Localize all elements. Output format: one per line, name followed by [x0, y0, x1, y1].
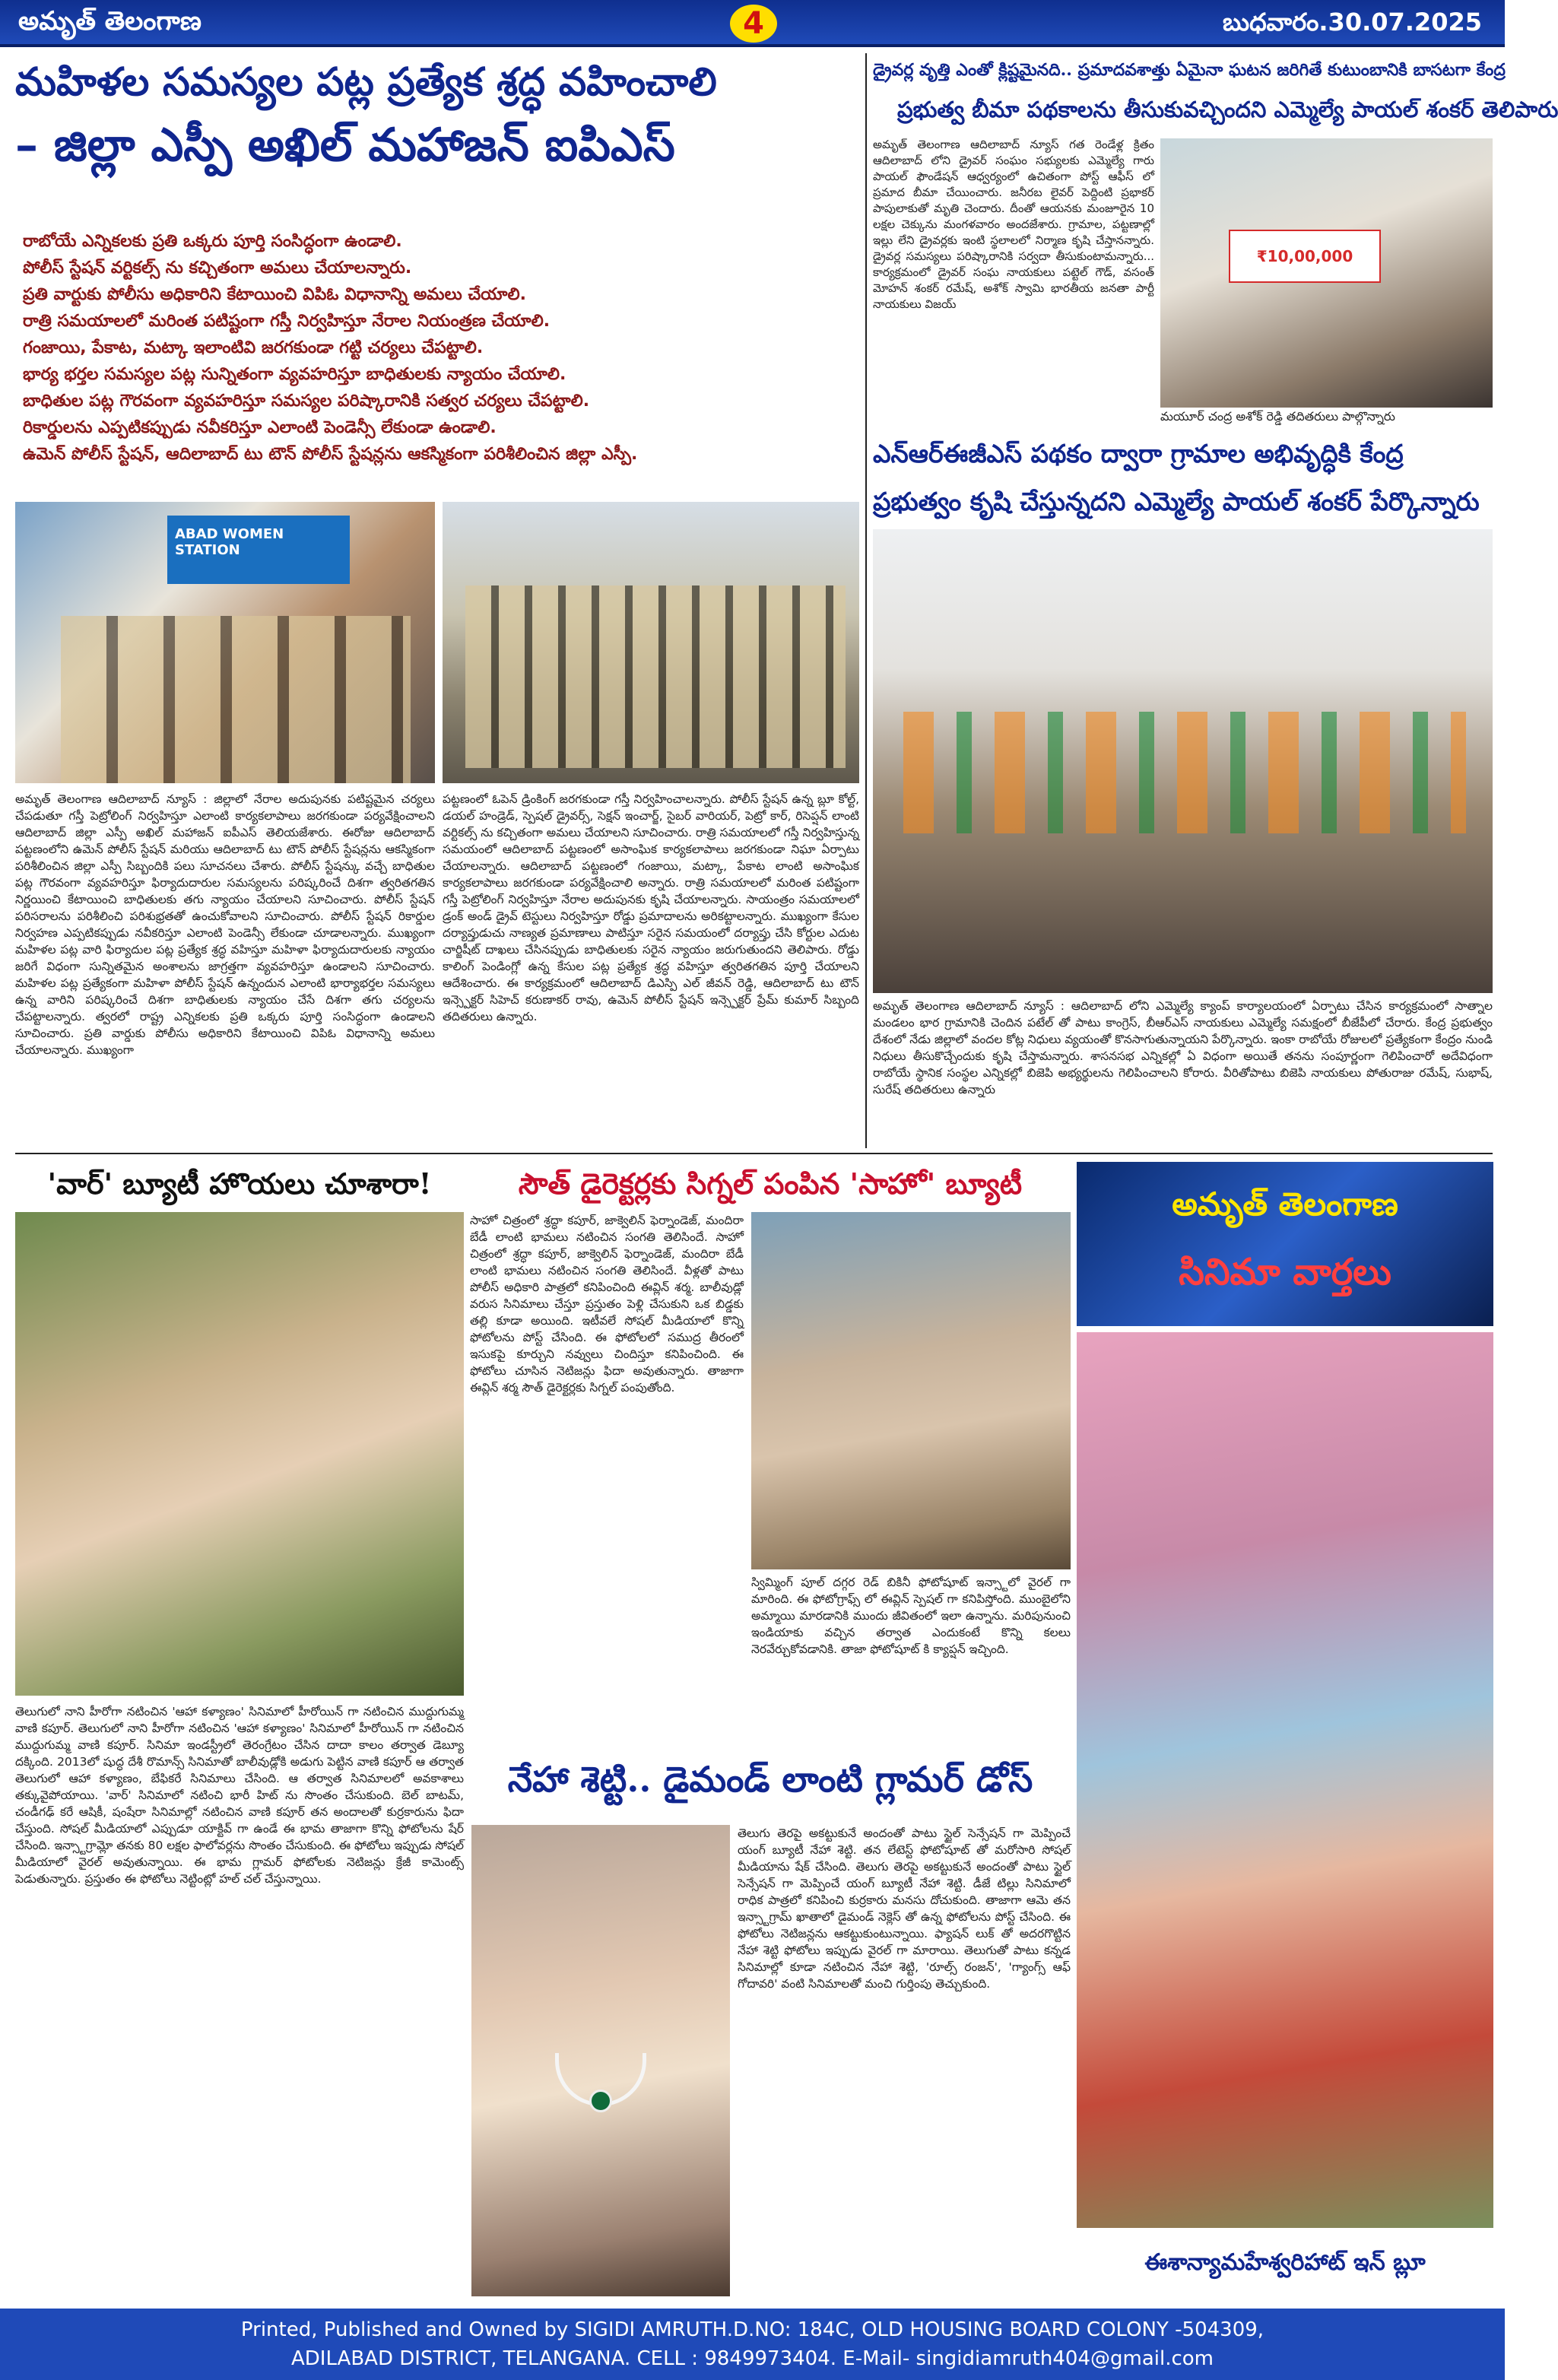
lead-body-left: అమృత్ తెలంగాణ ఆదిలాబాద్ న్యూస్ : జిల్లాలో నేరాల అదుపునకు పటిష్టమైన చర్యలు చేపడుతూ గస్తీ పెట్రోలింగ్ నిర్వహిస్తూ ఎలాంటి కార్యకలాపాలు జరగకుండా పర్యవేక్షించాలని ఆదిలాబాద్ జిల్లా ఎస్పీ అఖిల్ మహాజన్ ఐపీఎస్ తెలియజేశారు. ఈరోజు ఆదిలాబాద్ పట్టణంలోని ఉమెన్ పోలీస్ స్టేషన్ మరియు ఆదిలాబాద్ టు టౌన్ పోలీస్ స్టేషన్లను ఆకస్మికంగా పరిశీలించిన జిల్లా ఎస్పీ సిబ్బందికి పలు సూచనలు చేశారు. పోలీస్ స్టేషన్కు వచ్చే బాధితుల పట్ల గౌరవంగా వ్యవహరిస్తూ ఫిర్యాదుదారుల సమస్యలను పరిష్కరించే దిశగా త్వరితగతిన నిర్ణయించి కేటాయించి బాధితులకు తగు న్యాయం చేయాలని సూచించారు. పోలీస్ స్టేషన్ పరిసరాలను పరిశీలించి పరిశుభ్రతతో ఉంచుకోవాలని సూచించారు. పోలీస్ స్టేషన్ రికార్డుల నిర్వహణ ఎప్పటికప్పుడు నవీకరిస్తూ ఎలాంటి పెండెన్సీ లేకుండా చూడాలన్నారు. ముఖ్యంగా మహిళల పట్ల వారి ఫిర్యాదుల పట్ల ప్రత్యేక శ్రద్ధ వహిస్తూ మహిళా ఫిర్యాదుదారులకు న్యాయం జరిగే విధంగా సున్నితమైన అంశాలను జాగ్రత్తగా వ్యవహరిస్తూ ఉండాలని సూచించారు. మహిళల పట్ల ప్రత్యేకంగా మహిళా పోలీస్ స్టేషన్ ఉన్నందున ఎలాంటి భార్యాభర్తల సమస్యలు ఉన్న వారిని పరిష్కరించే దిశగా బాధితులకు న్యాయం చేసే దిశగా తగు చర్యలను చేపట్టాలన్నారు. త్వరలో రాష్ట్ర ఎన్నికలకు ప్రతి ఒక్కరు పూర్తి సంసిద్ధంగా ఉండాలని సూచించారు. ప్రతి వార్డుకు పోలీసు అధికారిని కేటాయించి విపిఓ విధానాన్ని అమలు చేయాలన్నారు. ముఖ్యంగా	[15, 792, 435, 1057]
lead-bullet: బాధితుల పట్ల గౌరవంగా వ్యవహరిస్తూ సమస్యల పరిష్కారానికి సత్వర చర్యలు చేపట్టాలి.	[23, 392, 590, 411]
story3-body: అమృత్ తెలంగాణ ఆదిలాబాద్ న్యూస్ : ఆదిలాబాద్ లోని ఎమ్మెల్యే క్యాంప్ కార్యాలయంలో ఏర్పాటు చేసిన కార్యక్రమంలో సాత్నాల మండలం భార గ్రామానికి చెందిన పటేల్ తో పాటు కాంగ్రెస్, బీఆర్ఎస్ నాయకులు ఎమ్మెల్యే సమక్షంలో బీజేపీలో చేరారు. కేంద్ర ప్రభుత్వం దేశంలో నేడు జిల్లాలో వందల కోట్ల నిధులు వ్యయంతో కొనసాగుతున్నాయని పేర్కొన్నారు. ఇంకా రాబోయే రోజులలో ప్రత్యేకంగా కేంద్రం నుండి నిధులు తీసుకొచ్చేందుకు కృషి చేస్తామన్నారు. శాసనసభ ఎన్నికల్లో ఏ విధంగా అయితే తనను సంపూర్ణంగా గెలిపించారో అదేవిధంగా రాబోయే స్థానిక సంస్థల ఎన్నికల్లో బిజెపి అభ్యర్థులను గెలిపించాలని కోరారు. వీరితోపాటు బిజెపి నాయకులు పోతురాజు రమేష్, సుభాష్, సురేష్ తదితరులు ఉన్నారు	[873, 999, 1493, 1096]
lead-body-right: పట్టణంలో ఓపెన్ డ్రింకింగ్ జరగకుండా గస్తీ నిర్వహించాలన్నారు. పోలీస్ స్టేషన్ ఉన్న బ్లూ కోల్ట్, డయల్ హండ్రెడ్, స్పెషల్ డ్రైవర్స్, సెక్షన్ ఇంచార్జ్, సైబర్ వారియర్, పెట్రో కార్, రిసెప్షన్ లాంటి వర్టికల్స్ ను కచ్చితంగా అమలు చేయాలని సూచించారు. రాత్రి సమయాలలో గస్తీ నిర్వహిస్తున్న సమయంలో ఆదిలాబాద్ పట్టణంలో అసాంఘిక కార్యకలాపాలు జరగకుండా నిఘా ఏర్పాటు చేయాలన్నారు. ఆదిలాబాద్ పట్టణంలో గంజాయి, మట్కా, పేకాట లాంటి అసాంఘిక కార్యకలాపాలు జరగకుండా పర్యవేక్షించాలి అన్నారు. రాత్రి సమయాలలో మరింత పటిష్టంగా గస్తీ పెట్రోలింగ్ నిర్వహిస్తూ నేరాల అదుపునకు కృషి చేయాలన్నారు. సాయంత్రం సమయాలలో డ్రంక్ అండ్ డ్రైవ్ టెస్టులు నిర్వహిస్తూ రోడ్డు ప్రమాదాలను అరికట్టాలన్నారు. ముఖ్యంగా కేసుల దర్యాప్తుడుచు నాణ్యత ప్రమాణాలు పాటిస్తూ సరైన సమయంలో దర్యాప్తు చేసి కోర్టుల ఎదుట చార్జిషీట్ దాఖలు చేసినప్పుడు బాధితులకు సరైన న్యాయం జరుగుతుందని తెలిపారు. రోడ్డు కాలింగ్ పెండింగ్లో ఉన్న కేసుల పట్ల ప్రత్యేక శ్రద్ధ వహిస్తూ త్వరితగతిన పూర్తి చేయాలని ఆదేశించారు. ఈ కార్యక్రమంలో ఆదిలాబాద్ డిఎస్పి ఎల్ జీవన్ రెడ్డి, ఆదిలాబాద్ టు టౌన్ ఇన్స్పెక్టర్ సిహెచ్ కరుణాకర్ రావు, ఉమెన్ పోలీస్ స్టేషన్ ఇన్స్పెక్టర్ ప్రేమ్ కుమార్ సిబ్బంది తదితరులు ఉన్నారు.	[443, 792, 859, 1023]
station-sign-board: ABAD WOMEN STATION	[167, 516, 350, 584]
lead-bullet: ఉమెన్ పోలీస్ స్టేషన్, ఆదిలాబాద్ టు టౌన్ పోలీస్ స్టేషన్లను ఆకస్మికంగా పరిశీలించిన జిల్లా ఎస్పీ.	[23, 445, 638, 464]
war-actress-photo	[15, 1212, 464, 1696]
neha-body: తెలుగు తెరపై అకట్టుకునే అందంతో పాటు స్టైల్ సెన్సేషన్ గా మెప్పించే యంగ్ బ్యూటీ నేహా శెట్టి. తన లేటెస్ట్ ఫోటోషూట్ తో మరోసారి సోషల్ మీడియాను షేక్ చేసింది. తెలుగు తెరపై అకట్టుకునే అందంతో పాటు స్టైల్ సెన్సేషన్ గా మెప్పించే యంగ్ బ్యూటీ నేహా శెట్టి. డీజే టిల్లు సినిమాలో రాధిక పాత్రలో కనిపించి కుర్రకారు మనసు దోచుకుంది. తాజాగా ఆమె తన ఇన్స్టాగ్రామ్ ఖాతాలో డైమండ్ నెక్లెస్ తో ఉన్న ఫోటోలను పోస్ట్ చేసింది. ఈ ఫోటోలు నెటిజన్లను ఆకట్టుకుంటున్నాయి. ఫ్యాషన్ లుక్ తో అదరగొట్టిన నేహా శెట్టి ఫోటోలు ఇప్పుడు వైరల్ గా మారాయి. తెలుగుతో పాటు కన్నడ సినిమాల్లో కూడా నటించిన నేహా శెట్టి, 'రూల్స్ రంజన్', 'గ్యాంగ్స్ ఆఫ్ గోదావరి' వంటి సినిమాలతో మంచి గుర్తింపు తెచ్చుకుంది.	[738, 1826, 1071, 1991]
story2-body: అమృత్ తెలంగాణ ఆదిలాబాద్ న్యూస్ గత రెండేళ్ల క్రితం ఆదిలాబాద్ లోని డ్రైవర్ సంఘం సభ్యులకు ఎమ్మెల్యే గారు పాయల్ ఫౌండేషన్ ఆధ్వర్యంలో ఉచితంగా పోస్ట్ ఆఫీస్ లో ప్రమాద బీమా చేయించారు. జనీరబ లైవర్ పెద్దింటి ప్రభాకర్ పాపులాకుతో మృతి చెందారు. దీంతో ఆయనకు మంజూరైన 10 లక్షల చెక్కును మంగళవారం అందజేశారు. గ్రామాల, పట్టణాల్లో ఇల్లు లేని డ్రైవర్లకు ఇంటి స్థలాలలో నిర్మాణ కృషి చేస్తానన్నారు. డ్రైవర్ల సమస్యలు పరిష్కారానికి సర్వదా తీసుకుంటామన్నారు... కార్యక్రమంలో డ్రైవర్ సంఘ నాయకులు పట్టెల్ గౌడ్, వసంత్ మోహన్ శంకర్ రమేష్, అశోక్ స్వామి భారతీయ జనతా పార్టీ నాయకులు విజయ్	[873, 138, 1154, 311]
column-divider	[865, 53, 867, 1148]
war-body: తెలుగులో నాని హీరోగా నటించిన 'ఆహా కళ్యాణం' సినిమాలో హీరోయిన్ గా నటించిన ముద్దుగుమ్మ వాణి కపూర్. తెలుగులో నాని హీరోగా నటించిన 'ఆహా కళ్యాణం' సినిమాలో హీరోయిన్ గా నటించిన ముద్దుగుమ్మ వాణి కపూర్. సినిమా ఇండస్ట్రీలో తెరంగ్రేటం చేసిన దాదా కాలం తర్వాత డెబ్యూ దక్కింది. 2013లో షుద్ధ దేశీ రొమాన్స్ సినిమాతో బాలీవుడ్లోకి అడుగు పెట్టిన వాణి కపూర్ ఆ తర్వాత తెలుగులో ఆహా కళ్యాణం, బేఫికరే సినిమాలు చేసింది. ఆ తర్వాత సినిమాలలో అవకాశాలు తక్కువైపోయాయి. 'వార్' సినిమాలో నటించి భారీ హిట్ ను సొంతం చేసుకుంది. బెల్ బాటమ్, చండీగఢ్ కరే ఆషికీ, షంషేరా సినిమాల్లో నటించిన వాణి కపూర్ తన అందాలతో కుర్రకారును ఫిదా చేస్తుంది. సోషల్ మీడియాలో ఎప్పుడూ యాక్టివ్ గా ఉండే ఈ భామ తాజాగా కొన్ని ఫోటోలను షేర్ చేసింది. ఇన్స్టాగ్రామ్లో తనకు 80 లక్షల ఫాలోవర్లను సొంతం చేసుకుంది. ఈ ఫోటోలు ఇప్పుడు సోషల్ మీడియాలో వైరల్ అవుతున్నాయి. ఈ భామ గ్లామర్ ఫోటోలకు నెటిజన్లు క్రేజీ కామెంట్స్ పెడుతున్నారు. ప్రస్తుతం ఈ ఫోటోలు నెట్టింట్లో హల్ చల్ చేస్తున్నాయి.	[15, 1705, 464, 1886]
lead-bullet: గంజాయి, పేకాట, మట్కా ఇలాంటివి జరగకుండా గట్టి చర్యలు చేపట్టాలి.	[23, 338, 484, 357]
story2-caption: మయూర్ చంద్ర అశోక్ రెడ్డి తదితరులు పాల్గొన్నారు	[1160, 409, 1395, 424]
police-officer-silhouettes	[61, 616, 411, 783]
police-lineup-silhouettes	[465, 585, 846, 768]
saaho-headline: సౌత్ డైరెక్టర్లకు సిగ్నల్ పంపిన 'సాహో' బ్యూటీ	[518, 1166, 1023, 1201]
paper-name: అమృత్ తెలంగాణ	[18, 6, 201, 36]
footer-line-1: Printed, Published and Owned by SIGIDI AMRUTH.D.NO: 184C, OLD HOUSING BOARD COLONY -504309,	[240, 2318, 1264, 2341]
masthead	[0, 0, 1505, 47]
lead-headline-2: – జిల్లా ఎస్పీ అఖిల్ మహాజన్ ఐపిఎస్	[15, 119, 675, 172]
section-divider	[15, 1153, 1493, 1154]
saaho-body: సాహో చిత్రంలో శ్రద్ధా కపూర్, జాక్వెలిన్ ఫెర్నాండెజ్, మందిరా బేడీ లాంటి భామలు నటించిన సంగతి తెలిసిందే. సాహో చిత్రంలో శ్రద్ధా కపూర్, జాక్వెలిన్ ఫెర్నాండెజ్, మందిరా బేడీ లాంటి భామలు నటించిన సంగతి తెలిసిందే. వీళ్లతో పాటు పోలీస్ అధికారి పాత్రలో కనిపించింది ఈవ్లిన్ శర్మ. బాలీవుడ్లో వరుస సినిమాలు చేస్తూ ప్రస్తుతం పెళ్లి చేసుకుని ఒక బిడ్డకు తల్లి కూడా అయింది. ఇటీవలే సోషల్ మీడియాలో కొన్ని ఫోటోలను పోస్ట్ చేసింది. ఈ ఫోటోలలో సముద్ర తీరంలో ఇసుకపై కూర్చుని నవ్వులు చిందిస్తూ కనిపించింది. ఈ ఫోటోలు చూసిన నెటిజన్లు ఫిదా అవుతున్నారు. తాజాగా ఈవ్లిన్ శర్మ సౌత్ డైరెక్టర్లకు సిగ్నల్ పంపుతోంది.	[470, 1214, 744, 1395]
story2-headline-2: ప్రభుత్వ బీమా పథకాలను తీసుకువచ్చిందని ఎమ్మెల్యే పాయల్ శంకర్ తెలిపారు	[897, 97, 1558, 122]
cinema-banner-title: అమృత్ తెలంగాణ	[1172, 1185, 1398, 1223]
cheque-board: ₹10,00,000	[1229, 230, 1381, 283]
lead-bullet: రాబోయే ఎన్నికలకు ప్రతి ఒక్కరు పూర్తి సంసిద్ధంగా ఉండాలి.	[23, 232, 402, 251]
saaho-actress-photo	[751, 1212, 1071, 1569]
lead-bullet: ప్రతి వార్టుకు పోలీసు అధికారిని కేటాయించి విపిఓ విధానాన్ని అమలు చేయాలి.	[23, 285, 527, 304]
neha-actress-photo	[471, 1825, 730, 2296]
saaho-body-continued: స్విమ్మింగ్ పూల్ దగ్గర రెడ్ బికినీ ఫోటోషూట్ ఇన్స్టాలో వైరల్ గా మారింది. ఈ ఫోటోగ్రాఫ్స్ లో ఈవ్లిన్ స్పెషల్ గా కనిపిస్తోంది. ముంబైలోని అమ్మాయి మారడానికి ముందు జీవితంలో ఇలా ఉన్నాను. మరిపునుంచి ఇండియాకు వచ్చిన తర్వాత ఎందుకంటే కొన్ని కలలు నెరవేర్చుకోవడానికి. తాజా ఫోటోషూట్ కి క్యాప్షన్ ఇచ్చింది.	[751, 1576, 1071, 1656]
lead-headline-1: మహిళల సమస్యల పట్ల ప్రత్యేక శ్రద్ధ వహించాలి	[15, 59, 717, 105]
isha-actress-photo	[1077, 1332, 1493, 2228]
lead-photo-parade	[443, 502, 859, 783]
lead-bullet: పోలీస్ స్టేషన్ వర్టికల్స్ ను కచ్చితంగా అమలు చేయాలన్నారు.	[23, 259, 412, 278]
story3-photo-party-joining	[873, 529, 1493, 993]
saffron-scarves	[903, 712, 1466, 833]
story2-headline-1: డ్రైవర్ల వృత్తి ఎంతో క్లిష్టమైనది.. ప్రమాదవశాత్తు ఏమైనా ఘటన జరిగితే కుటుంబానికి బాసటగా కేంద్ర	[873, 60, 1506, 80]
cinema-banner-subtitle: సినిమా వార్తలు	[1179, 1251, 1391, 1293]
issue-date: బుధవారం.30.07.2025	[1223, 8, 1482, 36]
lead-photo-women-station	[15, 502, 435, 783]
page-number: 4	[730, 5, 777, 43]
story3-headline-2: ప్రభుత్వం కృషి చేస్తున్నదని ఎమ్మెల్యే పాయల్ శంకర్ పేర్కొన్నారు	[873, 487, 1480, 516]
isha-caption: ఈశాన్యామహేశ్వరిహాట్ ఇన్ బ్లూ	[1144, 2249, 1426, 2276]
cinema-news-banner	[1077, 1162, 1493, 1326]
neha-headline: నేహా శెట్టి.. డైమండ్ లాంటి గ్లామర్ డోస్	[507, 1759, 1033, 1800]
diamond-necklace-icon	[555, 2053, 646, 2106]
footer-line-2: ADILABAD DISTRICT, TELANGANA. CELL : 9849973404. E-Mail- singidiamruth404@gmail.com	[291, 2347, 1214, 2370]
lead-bullet: భార్య భర్తల సమస్యల పట్ల సున్నితంగా వ్యవహరిస్తూ బాధితులకు న్యాయం చేయాలి.	[23, 365, 566, 384]
lead-bullet: రికార్డులను ఎప్పటికప్పుడు నవీకరిస్తూ ఎలాంటి పెండెన్సీ లేకుండా ఉండాలి.	[23, 418, 497, 437]
emerald-pendant-icon	[589, 2090, 612, 2112]
war-headline: 'వార్' బ్యూటీ హొయలు చూశారా!	[47, 1166, 432, 1201]
lead-bullet: రాత్రి సమయాలలో మరింత పటిష్టంగా గస్తీ నిర్వహిస్తూ నేరాల నియంత్రణ చేయాలి.	[23, 312, 551, 331]
lead-bullets	[23, 228, 859, 487]
story3-headline-1: ఎన్ఆర్ఈజీఎస్ పథకం ద్వారా గ్రామాల అభివృద్ధికి కేంద్ర	[873, 439, 1404, 468]
story2-photo-cheque-handover	[1160, 138, 1493, 408]
footer-band	[0, 2309, 1505, 2380]
